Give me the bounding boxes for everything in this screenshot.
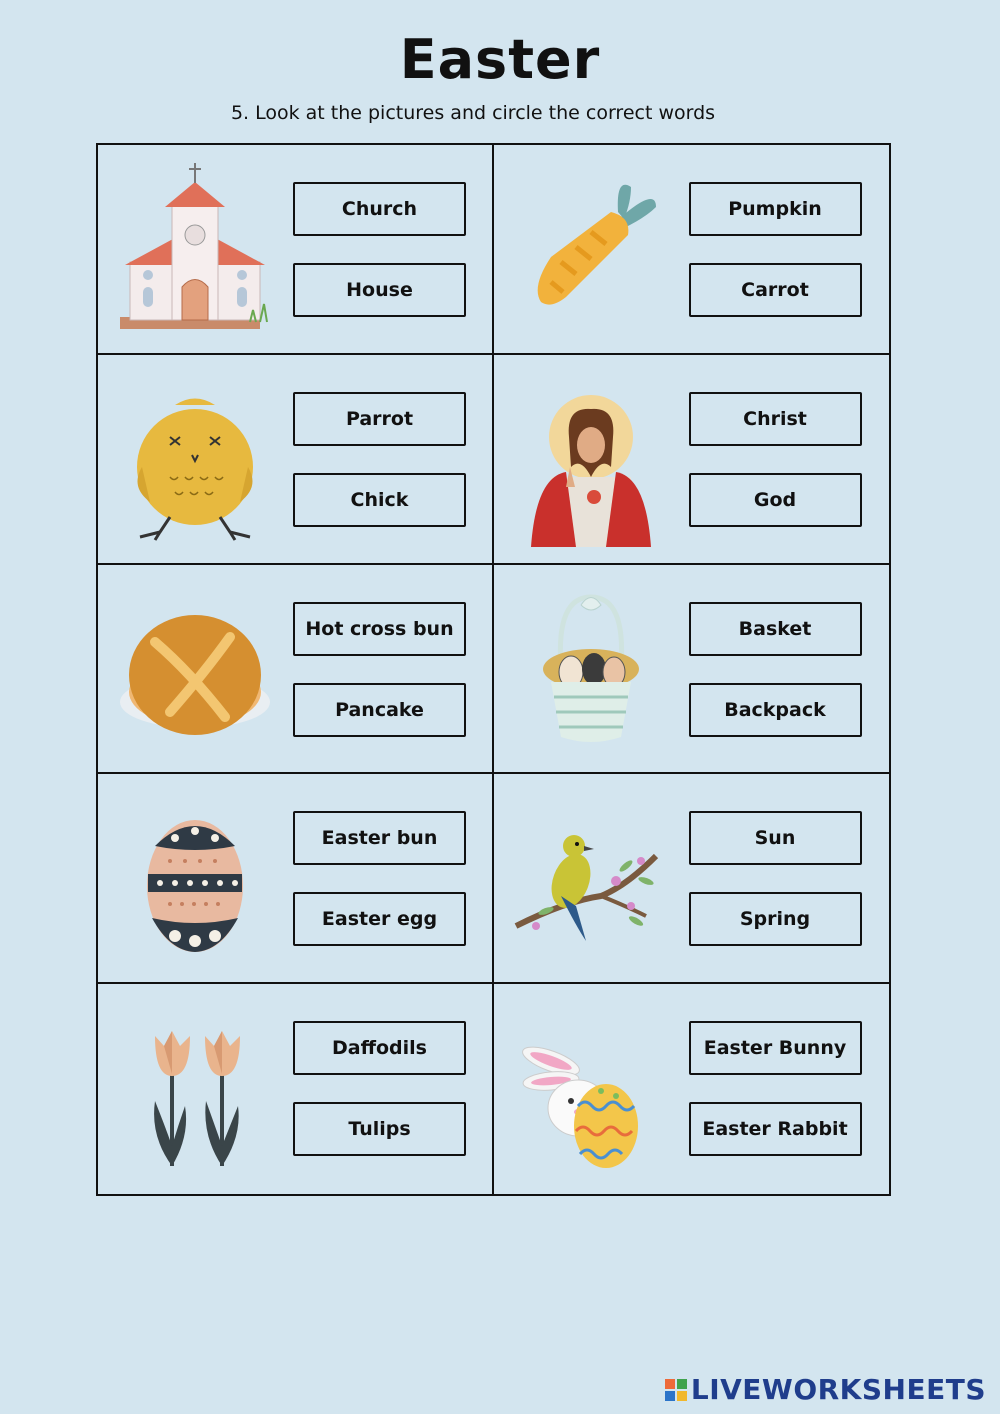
liveworksheets-logo-icon bbox=[665, 1379, 687, 1401]
option-parrot[interactable]: Parrot bbox=[293, 392, 466, 446]
exercise-cell-church bbox=[98, 145, 494, 355]
liveworksheets-logo bbox=[665, 1373, 986, 1406]
exercise-cell-easter-bunny bbox=[494, 984, 890, 1194]
easter-basket-image bbox=[506, 577, 676, 762]
option-carrot[interactable]: Carrot bbox=[689, 263, 862, 317]
option-hot-cross-bun[interactable]: Hot cross bun bbox=[293, 602, 466, 656]
option-easter-bun[interactable]: Easter bun bbox=[293, 811, 466, 865]
option-easter-bunny[interactable]: Easter Bunny bbox=[689, 1021, 862, 1075]
option-christ[interactable]: Christ bbox=[689, 392, 862, 446]
option-pumpkin[interactable]: Pumpkin bbox=[689, 182, 862, 236]
easter-bunny-image bbox=[506, 996, 676, 1181]
option-basket[interactable]: Basket bbox=[689, 602, 862, 656]
option-house[interactable]: House bbox=[293, 263, 466, 317]
option-god[interactable]: God bbox=[689, 473, 862, 527]
exercise-cell-basket bbox=[494, 565, 890, 775]
option-spring[interactable]: Spring bbox=[689, 892, 862, 946]
chick-image bbox=[110, 367, 280, 552]
option-easter-rabbit[interactable]: Easter Rabbit bbox=[689, 1102, 862, 1156]
instruction-text: 5. Look at the pictures and circle the correct words bbox=[230, 102, 716, 124]
option-pancake[interactable]: Pancake bbox=[293, 683, 466, 737]
option-church[interactable]: Church bbox=[293, 182, 466, 236]
jesus-christ-image bbox=[506, 367, 676, 552]
exercise-cell-hot-cross-bun bbox=[98, 565, 494, 775]
option-sun[interactable]: Sun bbox=[689, 811, 862, 865]
brand-name: LIVEWORKSHEETS bbox=[690, 1373, 986, 1406]
exercise-cell-christ bbox=[494, 355, 890, 565]
bird-on-branch-image bbox=[506, 786, 676, 971]
option-chick[interactable]: Chick bbox=[293, 473, 466, 527]
exercise-cell-chick bbox=[98, 355, 494, 565]
option-backpack[interactable]: Backpack bbox=[689, 683, 862, 737]
exercise-cell-tulips bbox=[98, 984, 494, 1194]
option-daffodils[interactable]: Daffodils bbox=[293, 1021, 466, 1075]
exercise-cell-carrot bbox=[494, 145, 890, 355]
exercise-cell-easter-egg bbox=[98, 774, 494, 984]
exercise-grid bbox=[96, 143, 891, 1196]
option-easter-egg[interactable]: Easter egg bbox=[293, 892, 466, 946]
hot-cross-bun-image bbox=[110, 577, 280, 762]
carrot-image bbox=[506, 157, 676, 342]
exercise-cell-spring bbox=[494, 774, 890, 984]
page-title: Easter bbox=[399, 28, 601, 91]
option-tulips[interactable]: Tulips bbox=[293, 1102, 466, 1156]
easter-egg-image bbox=[110, 786, 280, 971]
church-image bbox=[110, 157, 280, 342]
tulips-image bbox=[110, 996, 280, 1181]
